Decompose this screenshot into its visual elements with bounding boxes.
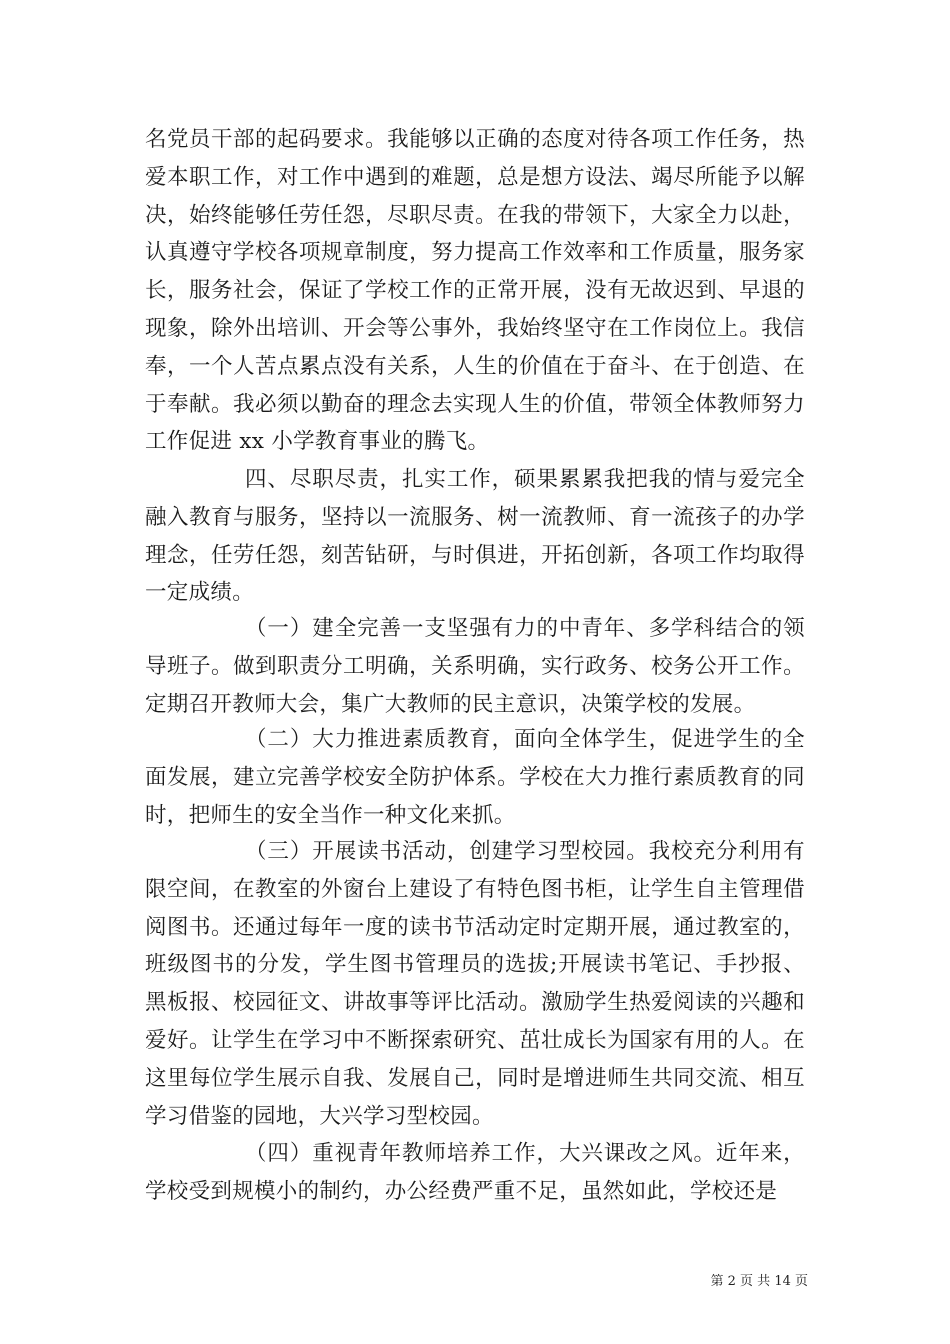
paragraph-5: （三）开展读书活动，创建学习型校园。我校充分利用有限空间，在教室的外窗台上建设了有特色图书柜，让学生自主管理借阅图书。还通过每年一度的读书节活动定时定期开展，通过教室的，班级图书的分发，学生图书管理员的选拔;开展读书笔记、手抄报、黑板报、校园征文、讲故事等评比活动。激励学生热爱阅读的兴趣和爱好。让学生在学习中不断探索研究、茁壮成长为国家有用的人。在这里每位学生展示自我、发展自己，同时是增进师生共同交流、相互学习借鉴的园地，大兴学习型校园。 <box>145 839 805 1129</box>
paragraph-3: （一）建全完善一支坚强有力的中青年、多学科结合的领导班子。做到职责分工明确，关系明确，实行政务、校务公开工作。定期召开教师大会，集广大教师的民主意识，决策学校的发展。 <box>145 616 805 717</box>
paragraph-4: （二）大力推进素质教育，面向全体学生，促进学生的全面发展，建立完善学校安全防护体系。学校在大力推行素质教育的同时，把师生的安全当作一种文化来抓。 <box>145 727 805 828</box>
page-number-footer: 第 2 页 共 14 页 <box>710 1274 808 1289</box>
paragraph-1: 名党员干部的起码要求。我能够以正确的态度对待各项工作任务，热爱本职工作，对工作中遇到的难题，总是想方设法、竭尽所能予以解决，始终能够任劳任怨，尽职尽责。在我的带领下，大家全力以赴，认真遵守学校各项规章制度，努力提高工作效率和工作质量，服务家长，服务社会，保证了学校工作的正常开展，没有无故迟到、早退的现象，除外出培训、开会等公事外，我始终坚守在工作岗位上。我信奉，一个人苦点累点没有关系，人生的价值在于奋斗、在于创造、在于奉献。我必须以勤奋的理念去实现人生的价值，带领全体教师努力工作促进 xx 小学教育事业的腾飞。 <box>145 127 805 455</box>
paragraph-2: 四、尽职尽责，扎实工作，硕果累累我把我的情与爱完全融入教育与服务，坚持以一流服务、树一流教师、育一流孩子的办学理念，任劳任怨，刻苦钻研，与时俱进，开拓创新，各项工作均取得一定成绩。 <box>145 467 805 606</box>
paragraph-6: （四）重视青年教师培养工作，大兴课改之风。近年来，学校受到规模小的制约，办公经费严重不足，虽然如此，学校还是 <box>145 1141 805 1204</box>
